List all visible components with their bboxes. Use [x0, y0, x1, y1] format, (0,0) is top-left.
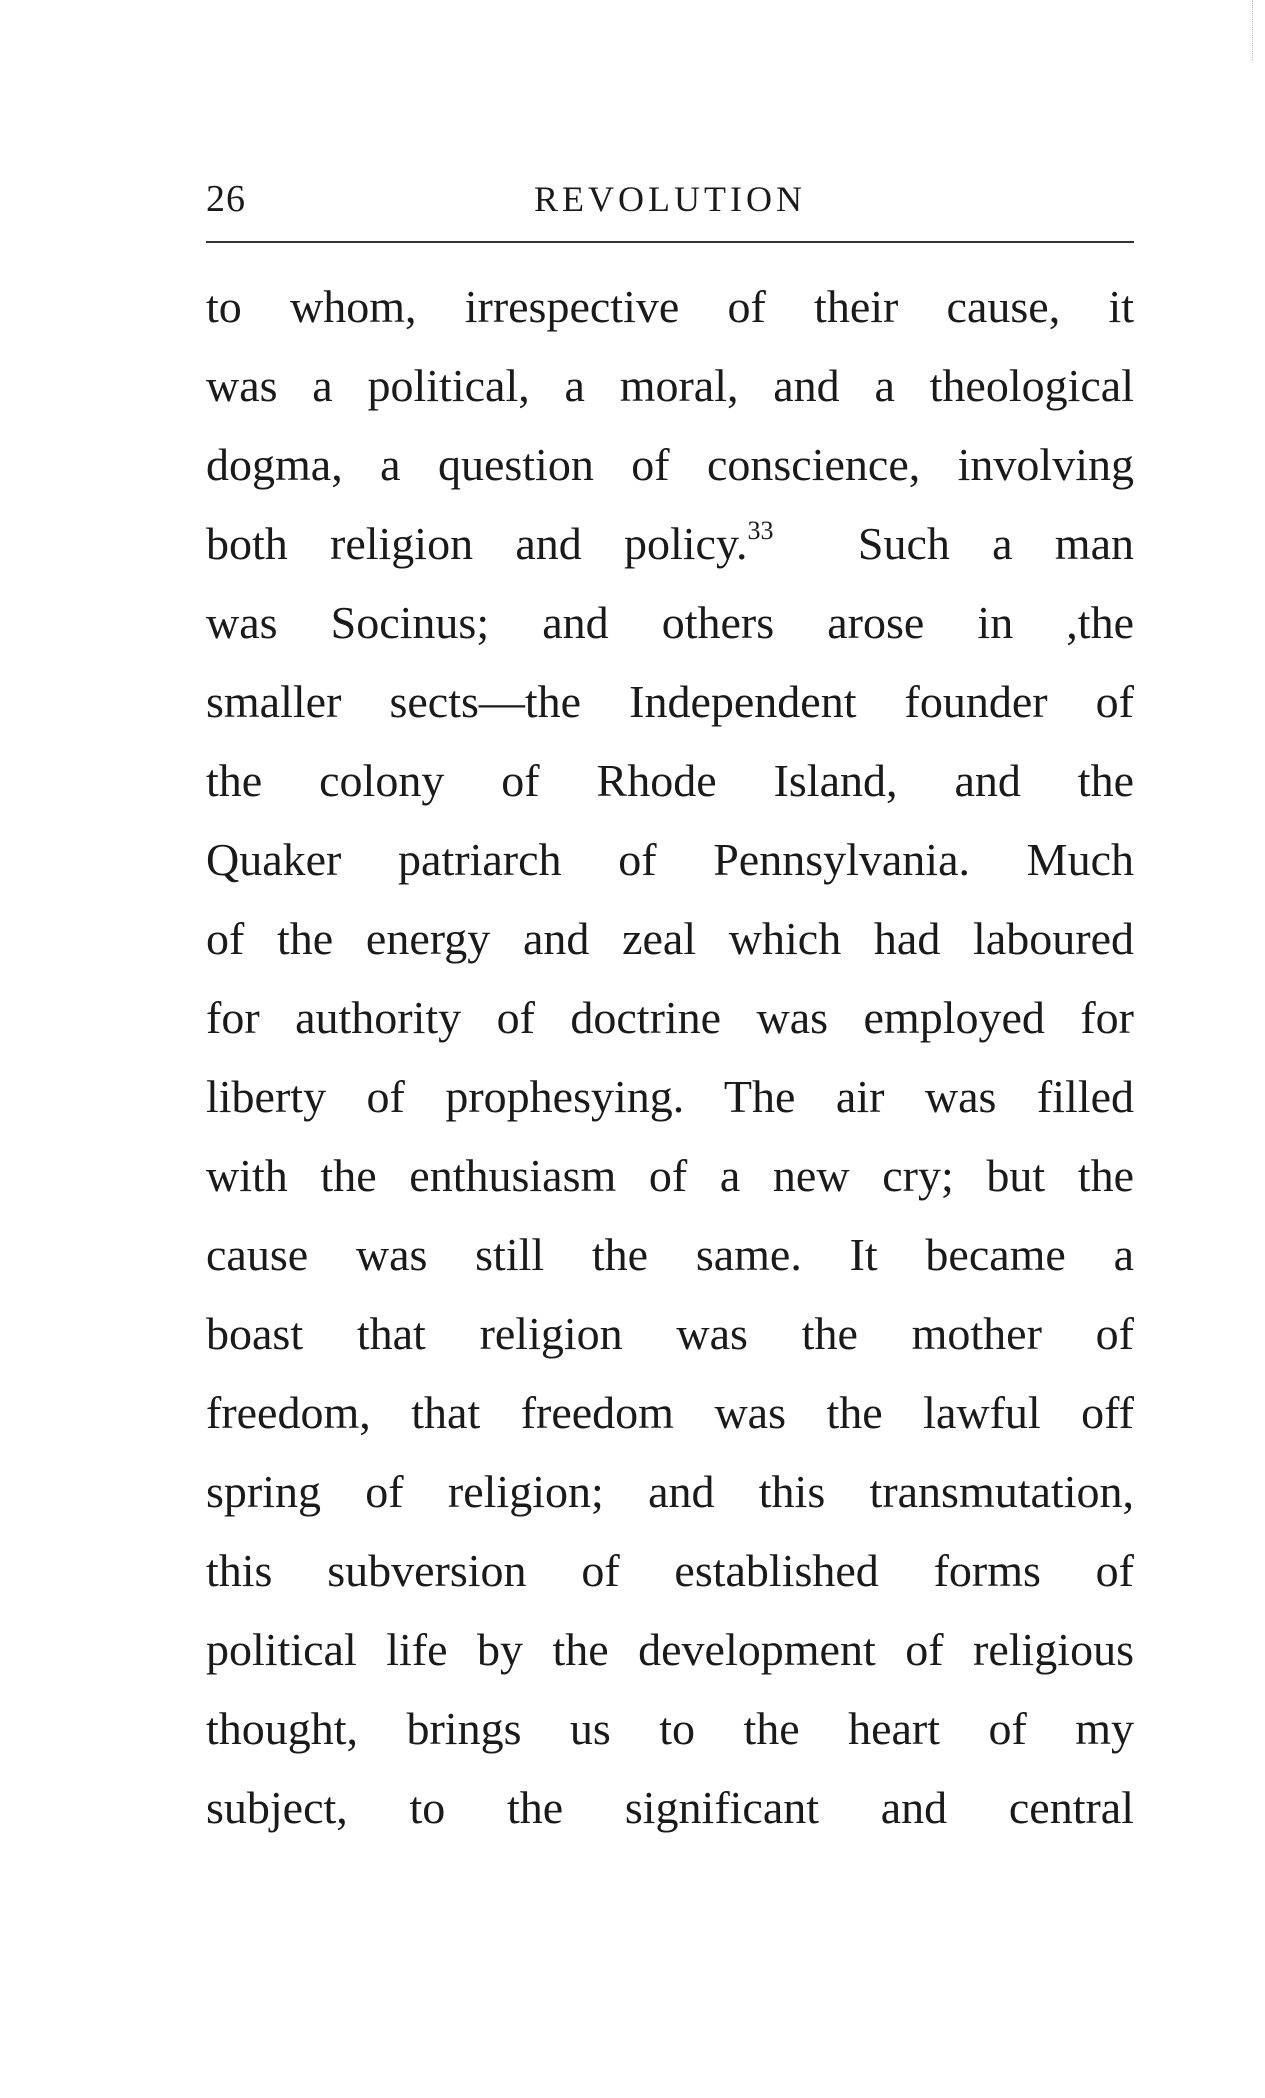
text-line: with the enthusiasm of a new cry; but the: [206, 1150, 1134, 1201]
text-line: subject, to the significant and central: [206, 1782, 1134, 1833]
text-line: cause was still the same. It became a: [206, 1229, 1134, 1280]
text-line: [206, 504, 1134, 583]
text-segment: Such a man: [773, 518, 1135, 569]
margin-mark: [1252, 0, 1259, 60]
footnote-marker: 33: [747, 516, 774, 545]
text-line: was Socinus; and others arose in ,the: [206, 597, 1134, 648]
text-line: the colony of Rhode Island, and the: [206, 755, 1134, 806]
header-rule: [206, 241, 1134, 243]
text-line: freedom, that freedom was the lawful off: [206, 1387, 1134, 1438]
text-line: for authority of doctrine was employed for: [206, 992, 1134, 1043]
text-line: liberty of prophesying. The air was filled: [206, 1071, 1134, 1122]
running-title: REVOLUTION: [534, 179, 806, 219]
text-line: spring of religion; and this transmutation,: [206, 1466, 1134, 1517]
text-line: political life by the development of religious: [206, 1624, 1134, 1675]
body-text: [206, 267, 1134, 1847]
text-line: dogma, a question of conscience, involving: [206, 439, 1134, 490]
running-head: [206, 174, 1134, 224]
text-line: smaller sects—the Independent founder of: [206, 676, 1134, 727]
page-number: 26: [206, 178, 246, 220]
text-line: of the energy and zeal which had laboured: [206, 913, 1134, 964]
text-line: to whom, irrespective of their cause, it: [206, 281, 1134, 332]
text-line: boast that religion was the mother of: [206, 1308, 1134, 1359]
text-segment: both religion and policy.: [206, 518, 748, 569]
text-line: Quaker patriarch of Pennsylvania. Much: [206, 834, 1134, 885]
text-line: this subversion of established forms of: [206, 1545, 1134, 1596]
text-line: thought, brings us to the heart of my: [206, 1703, 1134, 1754]
text-line: was a political, a moral, and a theological: [206, 360, 1134, 411]
